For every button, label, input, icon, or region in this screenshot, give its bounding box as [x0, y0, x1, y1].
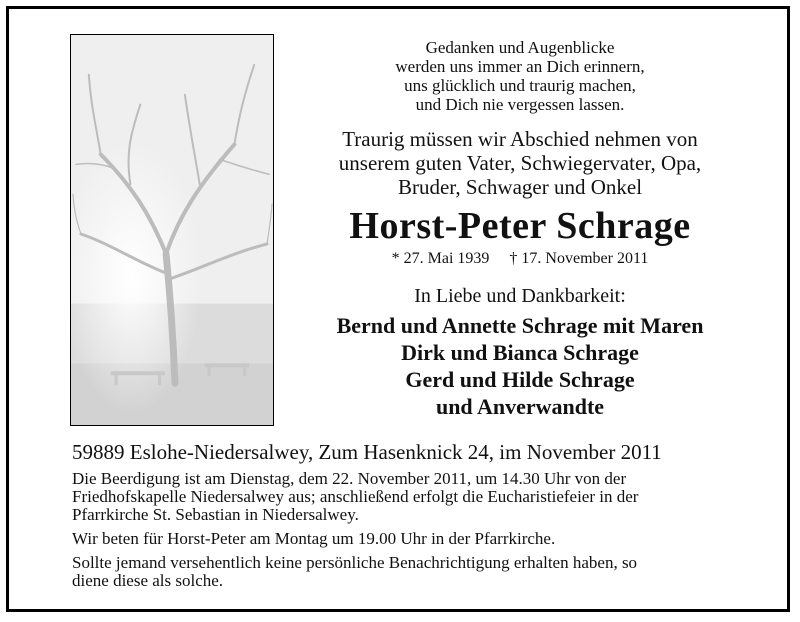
life-dates — [300, 250, 740, 268]
farewell-line: unserem guten Vater, Schwiegervater, Opa, — [338, 151, 702, 175]
detail-line: Sollte jemand versehentlich keine persönliche Benachrichtigung erhalten haben, so — [72, 553, 638, 572]
poem — [300, 38, 740, 114]
family-member: Bernd und Annette Schrage mit Maren — [336, 313, 704, 338]
family-member: Dirk und Bianca Schrage — [401, 340, 639, 365]
poem-line: und Dich nie vergessen lassen. — [415, 95, 625, 114]
birth-date: * 27. Mai 1939 — [391, 250, 490, 267]
detail-line: Die Beerdigung ist am Dienstag, dem 22. November 2011, um 14.30 Uhr von der — [72, 469, 627, 488]
tree-image — [71, 35, 273, 425]
detail-line: diene diese als solche. — [72, 571, 224, 590]
tree-photo — [70, 34, 274, 426]
notification-paragraph — [72, 554, 772, 590]
address-line: 59889 Eslohe-Niedersalwey, Zum Hasenknick 24, im November 2011 — [72, 440, 662, 464]
funeral-paragraph — [72, 470, 772, 524]
poem-line: werden uns immer an Dich erinnern, — [395, 57, 645, 76]
farewell-line: Traurig müssen wir Abschied nehmen von — [342, 127, 698, 151]
detail-line: Pfarrkirche St. Sebastian in Niedersalwey. — [72, 505, 359, 524]
funeral-details — [72, 470, 772, 596]
detail-line: Wir beten für Horst-Peter am Montag um 19.00 Uhr in der Pfarrkirche. — [72, 529, 556, 548]
poem-line: Gedanken und Augenblicke — [425, 38, 615, 57]
poem-line: uns glücklich und traurig machen, — [404, 76, 636, 95]
deceased-name: Horst-Peter Schrage — [349, 205, 691, 247]
family-list — [300, 312, 740, 420]
death-date: † 17. November 2011 — [509, 250, 649, 267]
prayer-paragraph — [72, 530, 772, 548]
farewell-line: Bruder, Schwager und Onkel — [397, 175, 643, 199]
detail-line: Friedhofskapelle Niedersalwey aus; anschließend erfolgt die Eucharistiefeier in der — [72, 487, 639, 506]
family-member: und Anverwandte — [435, 394, 605, 419]
family-member: Gerd und Hilde Schrage — [405, 367, 635, 392]
love-line: In Liebe und Dankbarkeit: — [414, 285, 626, 307]
farewell-text — [300, 127, 740, 199]
